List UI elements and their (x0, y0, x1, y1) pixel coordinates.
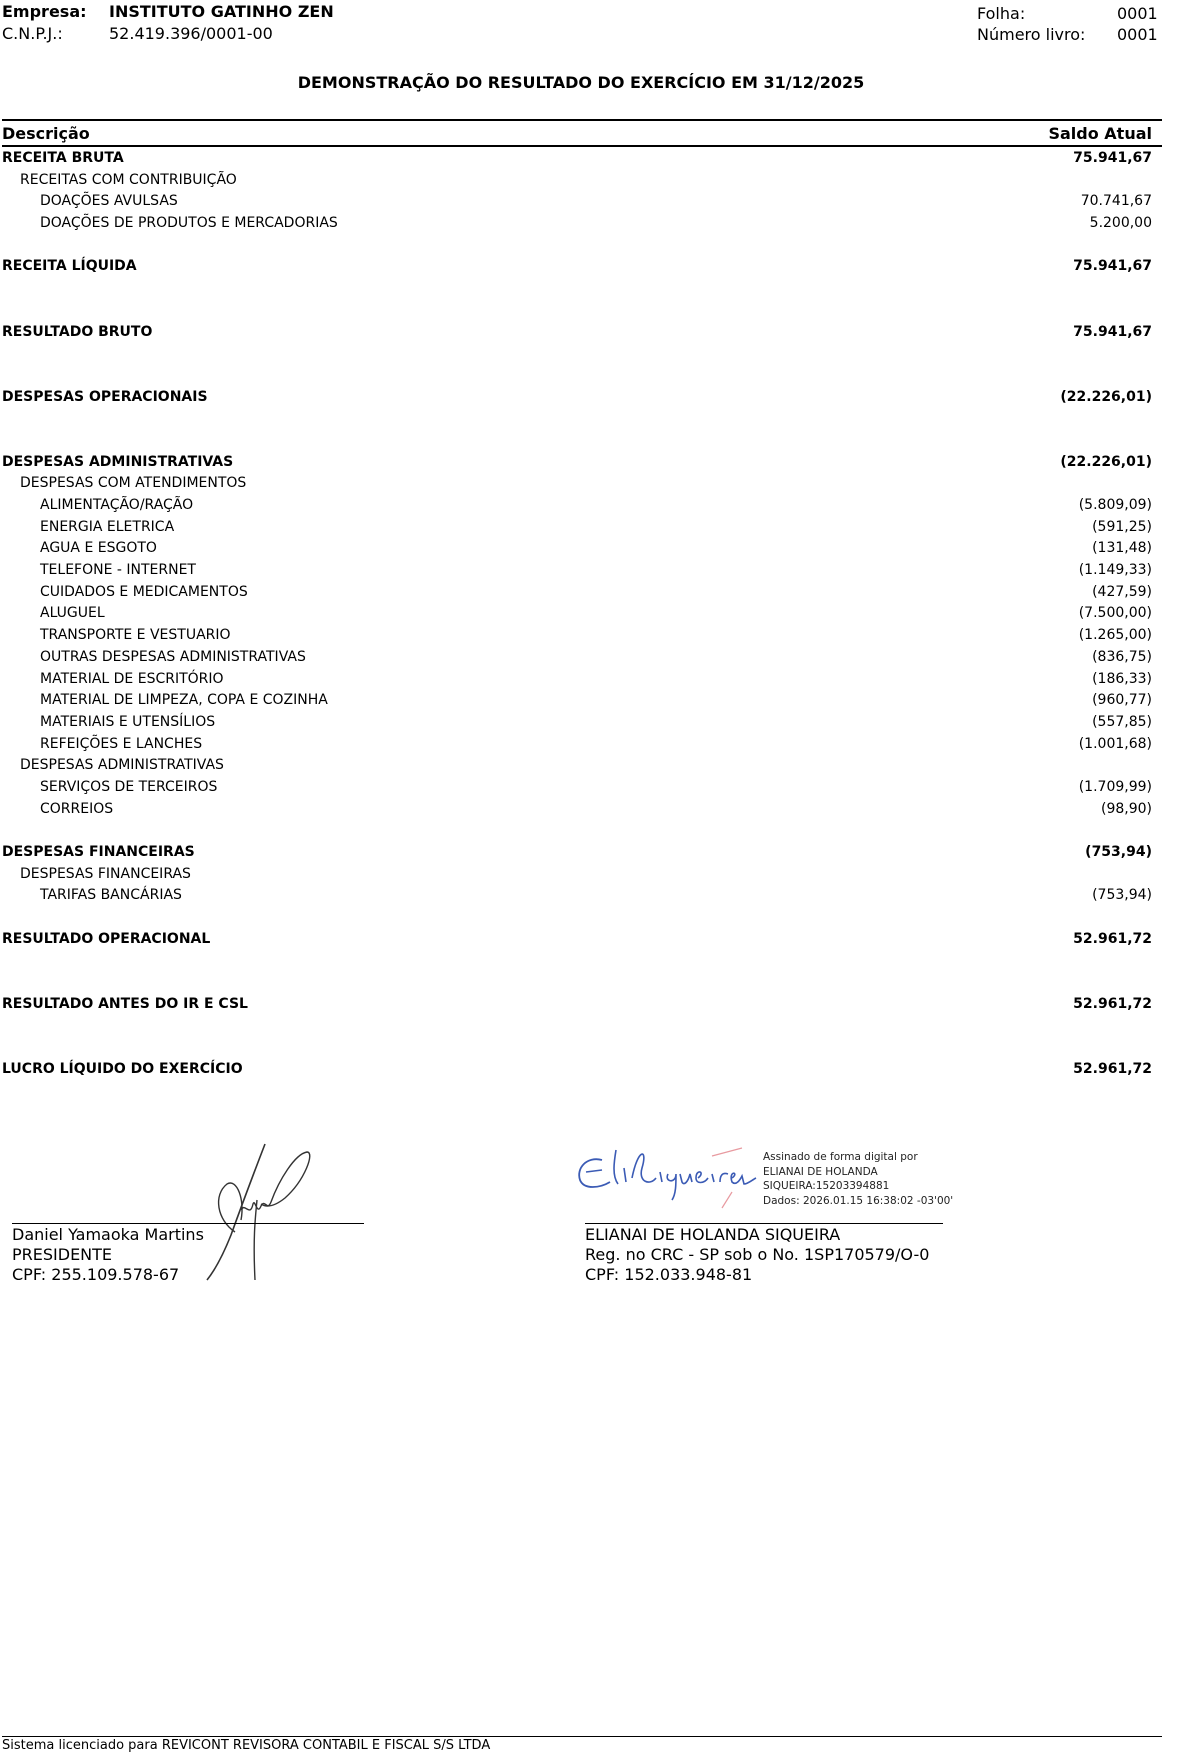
row-label: DESPESAS FINANCEIRAS (2, 844, 195, 861)
sheet-number: 0001 (1117, 4, 1158, 23)
row-label: RESULTADO BRUTO (2, 323, 153, 340)
row-spacer (2, 950, 1160, 993)
balance-column-header: Saldo Atual (1048, 124, 1152, 143)
row-label: REFEIÇÕES E LANCHES (40, 735, 203, 752)
digital-signature-stamp (763, 1150, 953, 1208)
column-header-top-rule (2, 119, 1162, 121)
row-label: ALIMENTAÇÃO/RAÇÃO (40, 497, 194, 514)
row-balance: (22.226,01) (1060, 453, 1152, 470)
row-label: TELEFONE - INTERNET (40, 562, 196, 579)
accountant-signature-line (585, 1223, 943, 1224)
row-balance: (427,59) (1092, 583, 1152, 600)
account-row (2, 777, 1160, 799)
row-label: DOAÇÕES AVULSAS (40, 193, 178, 210)
row-label: MATERIAIS E UTENSÍLIOS (40, 713, 216, 730)
section-total-row (2, 148, 1160, 170)
row-balance: (753,94) (1085, 844, 1152, 861)
account-row (2, 669, 1160, 691)
accountant-cpf: CPF: 152.033.948-81 (585, 1265, 753, 1284)
account-row (2, 538, 1160, 560)
row-balance: 52.961,72 (1073, 1060, 1152, 1077)
account-row (2, 799, 1160, 821)
group-row (2, 170, 1160, 192)
president-handwritten-signature (195, 1140, 325, 1285)
company-name: INSTITUTO GATINHO ZEN (109, 2, 334, 21)
row-balance: (1.149,33) (1078, 562, 1152, 579)
account-row (2, 495, 1160, 517)
section-total-row (2, 387, 1160, 409)
group-row (2, 864, 1160, 886)
row-label: CORREIOS (40, 800, 114, 817)
row-balance: 75.941,67 (1073, 323, 1152, 340)
section-total-row (2, 929, 1160, 951)
row-label: ALUGUEL (40, 605, 105, 622)
row-label: DESPESAS OPERACIONAIS (2, 388, 208, 405)
row-spacer (2, 907, 1160, 929)
section-total-row (2, 842, 1160, 864)
row-spacer (2, 343, 1160, 386)
group-row (2, 473, 1160, 495)
report-title: DEMONSTRAÇÃO DO RESULTADO DO EXERCÍCIO EM 31/12/2025 (297, 73, 865, 92)
account-row (2, 560, 1160, 582)
president-name: Daniel Yamaoka Martins (12, 1225, 204, 1244)
row-label: TARIFAS BANCÁRIAS (40, 887, 182, 904)
row-spacer (2, 1016, 1160, 1059)
president-cpf: CPF: 255.109.578-67 (12, 1265, 180, 1284)
row-balance: (960,77) (1092, 692, 1152, 709)
row-balance: 52.961,72 (1073, 995, 1152, 1012)
row-balance: 75.941,67 (1073, 258, 1152, 275)
account-row (2, 191, 1160, 213)
account-row (2, 734, 1160, 756)
row-label: DESPESAS COM ATENDIMENTOS (20, 475, 247, 492)
account-row (2, 690, 1160, 712)
row-label: OUTRAS DESPESAS ADMINISTRATIVAS (40, 648, 306, 665)
president-role: PRESIDENTE (12, 1245, 113, 1264)
row-label: DESPESAS ADMINISTRATIVAS (20, 757, 224, 774)
row-label: RECEITA LÍQUIDA (2, 258, 137, 275)
row-balance: (131,48) (1092, 540, 1152, 557)
row-label: RESULTADO ANTES DO IR E CSL (2, 995, 248, 1012)
row-label: RESULTADO OPERACIONAL (2, 930, 211, 947)
account-row (2, 517, 1160, 539)
row-label: AGUA E ESGOTO (40, 540, 157, 557)
accountant-name: ELIANAI DE HOLANDA SIQUEIRA (585, 1225, 841, 1244)
account-row (2, 582, 1160, 604)
column-header-bottom-rule (2, 145, 1162, 147)
account-row (2, 625, 1160, 647)
account-row (2, 712, 1160, 734)
group-row (2, 755, 1160, 777)
accountant-digital-signature (572, 1138, 762, 1213)
row-label: CUIDADOS E MEDICAMENTOS (40, 583, 248, 600)
stamp-line: Assinado de forma digital por (763, 1151, 918, 1163)
sheet-label: Folha: (977, 4, 1026, 23)
row-label: LUCRO LÍQUIDO DO EXERCÍCIO (2, 1060, 243, 1077)
row-spacer (2, 820, 1160, 842)
stamp-line: SIQUEIRA:15203394881 (763, 1180, 890, 1192)
cnpj-value: 52.419.396/0001-00 (109, 24, 273, 43)
book-number: 0001 (1117, 25, 1158, 44)
row-balance: (5.809,09) (1078, 497, 1152, 514)
row-label: RECEITA BRUTA (2, 150, 124, 166)
description-column-header: Descrição (2, 124, 90, 143)
company-label: Empresa: (2, 2, 87, 21)
row-balance: (753,94) (1092, 887, 1152, 904)
account-row (2, 213, 1160, 235)
row-label: DESPESAS FINANCEIRAS (20, 865, 191, 882)
row-spacer (2, 408, 1160, 451)
account-row (2, 603, 1160, 625)
row-balance: (591,25) (1092, 518, 1152, 535)
cnpj-label: C.N.P.J.: (2, 24, 63, 43)
row-balance: 5.200,00 (1089, 215, 1152, 232)
column-header (2, 123, 1160, 144)
row-spacer (2, 235, 1160, 257)
row-balance: (98,90) (1100, 800, 1152, 817)
row-balance: (1.001,68) (1078, 735, 1152, 752)
row-balance: (836,75) (1092, 648, 1152, 665)
account-row (2, 647, 1160, 669)
stamp-line: Dados: 2026.01.15 16:38:02 -03'00' (763, 1194, 954, 1207)
income-statement-table (2, 148, 1160, 1081)
row-label: DOAÇÕES DE PRODUTOS E MERCADORIAS (40, 215, 338, 232)
president-signature-line (12, 1223, 364, 1224)
section-total-row (2, 994, 1160, 1016)
row-label: MATERIAL DE LIMPEZA, COPA E COZINHA (40, 692, 328, 709)
row-label: RECEITAS COM CONTRIBUIÇÃO (20, 171, 237, 188)
book-label: Número livro: (977, 25, 1086, 44)
section-total-row (2, 256, 1160, 278)
row-label: ENERGIA ELETRICA (40, 518, 175, 535)
row-balance: (7.500,00) (1078, 605, 1152, 622)
row-balance: (1.709,99) (1078, 778, 1152, 795)
stamp-line: ELIANAI DE HOLANDA (763, 1165, 878, 1178)
row-balance: (186,33) (1092, 670, 1152, 687)
section-total-row (2, 452, 1160, 474)
account-row (2, 885, 1160, 907)
row-label: TRANSPORTE E VESTUARIO (40, 627, 231, 644)
row-label: DESPESAS ADMINISTRATIVAS (2, 453, 234, 470)
row-label: SERVIÇOS DE TERCEIROS (40, 778, 218, 795)
accountant-crc: Reg. no CRC - SP sob o No. 1SP170579/O-0 (585, 1245, 930, 1264)
section-total-row (2, 322, 1160, 344)
row-balance: 75.941,67 (1073, 150, 1152, 166)
row-balance: (557,85) (1092, 713, 1152, 730)
row-balance: (22.226,01) (1060, 388, 1152, 405)
footer-license: Sistema licenciado para REVICONT REVISORA CONTABIL E FISCAL S/S LTDA (2, 1738, 491, 1753)
row-balance: (1.265,00) (1078, 627, 1152, 644)
row-label: MATERIAL DE ESCRITÓRIO (40, 670, 224, 687)
footer-rule (2, 1736, 1162, 1737)
row-spacer (2, 278, 1160, 321)
section-total-row (2, 1059, 1160, 1081)
row-balance: 70.741,67 (1080, 193, 1152, 210)
row-balance: 52.961,72 (1073, 930, 1152, 947)
